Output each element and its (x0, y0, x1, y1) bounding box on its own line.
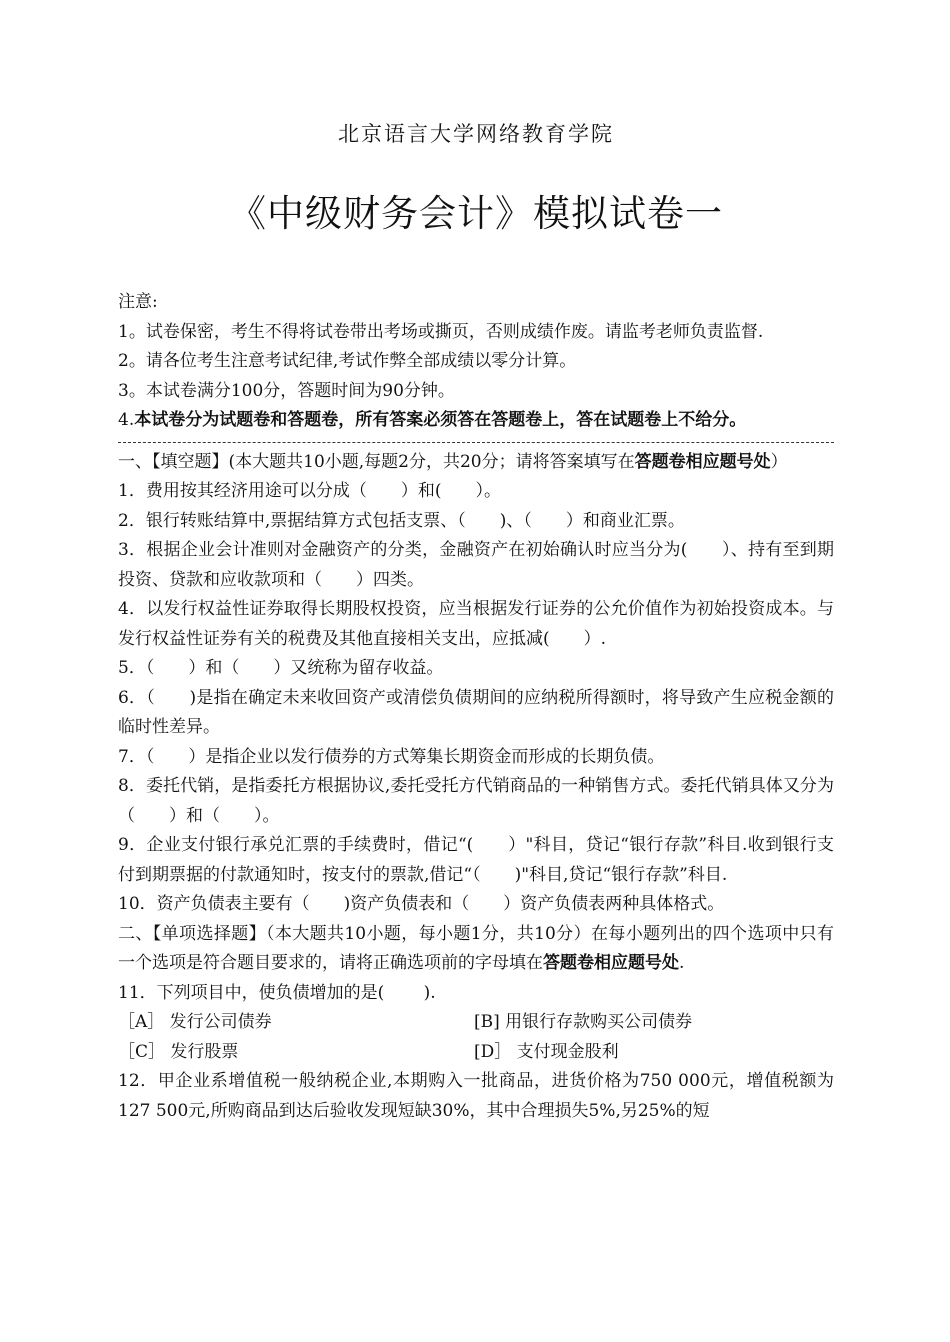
school-name: 北京语言大学网络教育学院 (338, 122, 614, 146)
dashed-divider (118, 442, 834, 443)
question-4: 4．以发行权益性证券取得长期股权投资，应当根据发行证券的公允价值作为初始投资成本。与发行权益性证券有关的税费及其他直接相关支出，应抵减( ）. (118, 599, 834, 649)
section2-header-text: 二、【单项选择题】（本大题共10小题，每小题1分，共10分）在每小题列出的四个选项中只有一个选项是符合题目要求的，请将正确选项前的字母填在 (118, 923, 834, 973)
section1-header-end: ） (770, 451, 788, 472)
section2-header-end: . (679, 953, 685, 973)
option-c: ［C］ 发行股票 (118, 1041, 239, 1062)
question-3: 3．根据企业会计准则对金融资产的分类，金融资产在初始确认时应当分为( ）、持有至到期投资、贷款和应收款项和（ ）四类。 (118, 540, 834, 590)
question-12: 12．甲企业系增值税一般纳税企业,本期购入一批商品，进货价格为750 000元，增值税额为127 500元,所购商品到达后验收发现短缺30%，其中合理损失5%,另25%的短 (118, 1071, 834, 1121)
exam-title: 《中级财务会计》模拟试卷一 (229, 192, 723, 235)
section2-header (118, 920, 834, 979)
question-1: 1．费用按其经济用途可以分成（ ）和( ）。 (118, 481, 501, 501)
question-11: 11．下列项目中，使负债增加的是( ). (118, 982, 436, 1003)
notice-item-4-bold: 本试卷分为试题卷和答题卷，所有答案必须答在答题卷上，答在试题卷上不给分。 (134, 410, 747, 430)
notice-item-3: 3。本试卷满分100分，答题时间为90分钟。 (118, 380, 455, 401)
question-2: 2．银行转账结算中,票据结算方式包括支票、（ )、（ ）和商业汇票。 (118, 510, 685, 531)
notice-item-2: 2。请各位考生注意考试纪律,考试作弊全部成绩以零分计算。 (118, 351, 577, 371)
question-10: 10．资产负债表主要有（ )资产负债表和（ ）资产负债表两种具体格式。 (118, 894, 725, 914)
exam-body (118, 288, 834, 1126)
section1-header-text: 一、【填空题】(本大题共10小题,每题2分，共20分；请将答案填写在 (118, 451, 635, 472)
question-7: 7．（ ）是指企业以发行债券的方式筹集长期资金而形成的长期负债。 (118, 746, 665, 767)
notice-item-4 (118, 406, 834, 436)
question-11-options-row-1 (118, 1008, 834, 1038)
option-a: ［A］ 发行公司债券 (118, 1012, 272, 1032)
notice-item-1: 1。试卷保密，考生不得将试卷带出考场或撕页，否则成绩作废。请监考老师负责监督. (118, 321, 764, 342)
question-6: 6．（ )是指在确定未来收回资产或清偿负债期间的应纳税所得额时，将导致产生应税金额的临时性差异。 (118, 687, 834, 737)
question-11-options-row-2 (118, 1038, 834, 1068)
section1-header (118, 448, 834, 478)
notice-item-4-prefix: 4. (118, 410, 135, 430)
section1-header-bold: 答题卷相应题号处 (634, 451, 771, 472)
section2-header-bold: 答题卷相应题号处 (543, 953, 679, 973)
question-9: 9．企业支付银行承兑汇票的手续费时，借记“( ）"科目，贷记“银行存款”科目.收到银行支付到期票据的付款通知时，按支付的票款,借记“（ )"科目,贷记“银行存款”科目. (118, 835, 834, 885)
question-8: 8．委托代销，是指委托方根据协议,委托受托方代销商品的一种销售方式。委托代销具体又分为（ ）和（ ）。 (118, 776, 834, 826)
question-5: 5．（ ）和（ ）又统称为留存收益。 (118, 658, 444, 678)
notice-label: 注意: (118, 292, 158, 312)
option-d: [D］ 支付现金股利 (474, 1041, 619, 1062)
option-b: [B] 用银行存款购买公司债券 (474, 1012, 693, 1032)
